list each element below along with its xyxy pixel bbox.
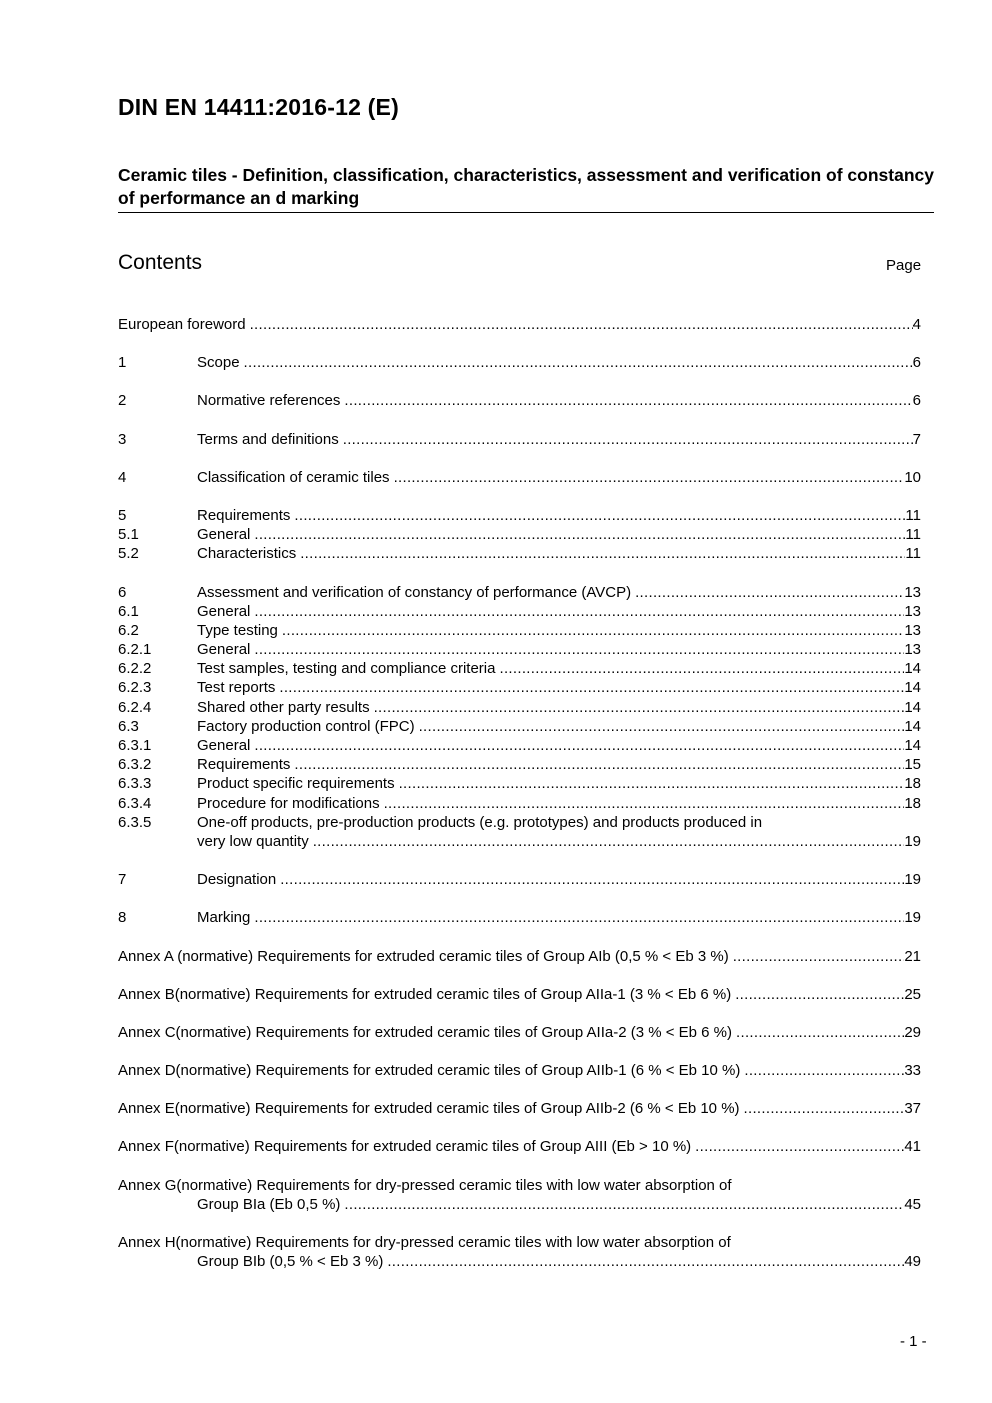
toc-entry-page: 15 <box>904 756 921 774</box>
toc-entry-page: 45 <box>904 1195 921 1213</box>
dot-leader <box>254 525 905 544</box>
table-of-contents <box>118 315 921 1290</box>
toc-entry-title: Assessment and verification of constancy of performance (AVCP) <box>197 583 632 601</box>
toc-entry-number: 6 <box>118 583 127 601</box>
toc-entry-title: Normative references <box>197 392 341 410</box>
toc-entry[interactable] <box>118 985 921 1004</box>
toc-entry-number: 3 <box>118 430 127 448</box>
toc-entry-page: 10 <box>904 468 921 486</box>
toc-entry-page: 18 <box>904 775 921 793</box>
toc-entry-title: Marking <box>197 909 251 927</box>
toc-entry-number: 6.3 <box>118 717 139 735</box>
toc-entry-title: Annex B(normative) Requirements for extruded ceramic tiles of Group AIIa-1 (3 % < Eb 6 %) <box>118 985 732 1003</box>
toc-entry-number: 6.3.4 <box>118 794 152 812</box>
toc-entry-page: 6 <box>912 354 921 372</box>
toc-entry[interactable] <box>118 544 921 563</box>
toc-group <box>118 1061 921 1080</box>
toc-entry-continuation[interactable] <box>118 1195 921 1214</box>
dot-leader <box>744 1099 905 1118</box>
dot-leader <box>344 391 912 410</box>
toc-entry[interactable] <box>118 1176 921 1195</box>
dot-leader <box>300 544 905 563</box>
toc-group <box>118 391 921 410</box>
toc-entry[interactable] <box>118 1023 921 1042</box>
toc-group <box>118 870 921 889</box>
contents-heading: Contents <box>118 251 203 274</box>
dot-leader <box>499 659 904 678</box>
toc-entry[interactable] <box>118 602 921 621</box>
dot-leader <box>399 774 905 793</box>
toc-entry-number: 6.1 <box>118 602 139 620</box>
dot-leader <box>344 1195 904 1214</box>
toc-entry-number: 6.3.5 <box>118 813 152 831</box>
toc-group <box>118 1233 921 1271</box>
toc-entry-title: Annex E(normative) Requirements for extruded ceramic tiles of Group AIIb-2 (6 % < Eb 10 %) <box>118 1100 740 1118</box>
toc-entry[interactable] <box>118 468 921 487</box>
toc-entry-title: Characteristics <box>197 545 297 563</box>
toc-entry-title: Product specific requirements <box>197 775 395 793</box>
toc-entry[interactable] <box>118 391 921 410</box>
dot-leader <box>744 1061 904 1080</box>
toc-entry-title: Scope <box>197 354 240 372</box>
dot-leader <box>254 908 904 927</box>
toc-entry[interactable] <box>118 525 921 544</box>
toc-entry-page: 29 <box>904 1023 921 1041</box>
toc-entry-title: Annex A (normative) Requirements for extruded ceramic tiles of Group AIb (0,5 % < Eb 3 %) <box>118 947 729 965</box>
dot-leader <box>736 1023 904 1042</box>
toc-entry[interactable] <box>118 315 921 334</box>
toc-entry[interactable] <box>118 1099 921 1118</box>
page-column-heading: Page <box>886 257 922 274</box>
dot-leader <box>733 947 905 966</box>
toc-group <box>118 468 921 487</box>
toc-entry[interactable] <box>118 506 921 525</box>
toc-group <box>118 947 921 966</box>
toc-entry-title: General <box>197 737 251 754</box>
toc-group <box>118 430 921 449</box>
dot-leader <box>294 755 904 774</box>
toc-entry[interactable] <box>118 621 921 640</box>
toc-entry-title: Type testing <box>197 621 278 639</box>
toc-entry-title-continued: Group BIa (Eb 0,5 %) <box>197 1195 341 1213</box>
dot-leader <box>254 736 904 755</box>
toc-entry-title: Annex G(normative) Requirements for dry-pressed ceramic tiles with low water absorption of <box>118 1176 732 1194</box>
toc-entry-page: 14 <box>904 698 921 716</box>
toc-entry-title: Annex H(normative) Requirements for dry-pressed ceramic tiles with low water absorption of <box>118 1234 731 1251</box>
toc-entry-number: 1 <box>118 354 127 372</box>
toc-entry-continuation[interactable] <box>118 1252 921 1271</box>
toc-entry[interactable] <box>118 794 921 813</box>
toc-entry-number: 8 <box>118 909 127 927</box>
toc-group <box>118 985 921 1004</box>
toc-group <box>118 1023 921 1042</box>
page-number: - 1 - <box>900 1333 927 1350</box>
toc-entry-title: Shared other party results <box>197 698 370 716</box>
toc-entry-title: Classification of ceramic tiles <box>197 468 390 486</box>
dot-leader <box>282 621 904 640</box>
dot-leader <box>254 602 904 621</box>
toc-entry[interactable] <box>118 1233 921 1252</box>
toc-entry-page: 13 <box>904 641 921 659</box>
dot-leader <box>384 794 905 813</box>
toc-entry-page: 19 <box>904 832 921 850</box>
dot-leader <box>343 430 913 449</box>
toc-entry[interactable] <box>118 1061 921 1080</box>
document-title: Ceramic tiles - Definition, classification, characteristics, assessment and verification of constancy of performance an d marking <box>118 164 934 213</box>
dot-leader <box>250 315 913 334</box>
toc-entry-page: 33 <box>904 1062 921 1080</box>
toc-entry-number: 6.3.3 <box>118 775 152 793</box>
toc-entry-number: 5 <box>118 506 127 524</box>
document-id: DIN EN 14411:2016-12 (E) <box>118 94 399 120</box>
toc-group <box>118 1137 921 1156</box>
toc-entry-page: 37 <box>904 1100 921 1118</box>
toc-entry[interactable] <box>118 678 921 697</box>
toc-group <box>118 506 921 564</box>
toc-entry-number: 5.2 <box>118 545 139 563</box>
toc-entry[interactable] <box>118 947 921 966</box>
toc-entry-page: 4 <box>912 316 921 333</box>
toc-entry-number: 6.2.2 <box>118 660 152 678</box>
dot-leader <box>695 1137 904 1156</box>
dot-leader <box>244 353 913 372</box>
dot-leader <box>635 583 904 602</box>
toc-entry-page: 19 <box>904 871 921 889</box>
toc-entry-page: 13 <box>904 602 921 620</box>
dot-leader <box>313 832 905 851</box>
toc-entry[interactable] <box>118 736 921 755</box>
toc-entry-title: Test samples, testing and compliance criteria <box>197 660 496 678</box>
toc-entry[interactable] <box>118 698 921 717</box>
toc-entry-page: 49 <box>904 1253 921 1271</box>
toc-entry-number: 2 <box>118 392 127 410</box>
toc-entry[interactable] <box>118 640 921 659</box>
dot-leader <box>394 468 905 487</box>
toc-entry-number: 6.2.3 <box>118 679 152 697</box>
toc-entry-page: 14 <box>904 660 921 678</box>
toc-entry-number: 7 <box>118 871 127 889</box>
toc-entry-title: Procedure for modifications <box>197 794 380 812</box>
dot-leader <box>419 717 905 736</box>
toc-entry-page: 7 <box>912 430 921 448</box>
toc-entry-title: European foreword <box>118 316 246 333</box>
toc-entry-title: Annex C(normative) Requirements for extruded ceramic tiles of Group AIIa-2 (3 % < Eb 6 %) <box>118 1023 733 1041</box>
toc-entry-page: 41 <box>904 1138 921 1156</box>
toc-entry-page: 19 <box>904 909 921 927</box>
toc-entry-title: Terms and definitions <box>197 430 339 448</box>
toc-entry-title: General <box>197 602 251 620</box>
toc-group <box>118 583 921 852</box>
toc-entry[interactable] <box>118 583 921 602</box>
toc-entry-page: 6 <box>912 392 921 410</box>
toc-entry[interactable] <box>118 430 921 449</box>
toc-group <box>118 353 921 372</box>
toc-entry-number: 4 <box>118 468 127 486</box>
toc-entry-title-continued: very low quantity <box>197 832 309 850</box>
toc-entry-number: 6.2.4 <box>118 698 152 716</box>
toc-group <box>118 1099 921 1118</box>
toc-entry-title: General <box>197 526 251 544</box>
toc-entry[interactable] <box>118 659 921 678</box>
toc-entry-title: Annex F(normative) Requirements for extruded ceramic tiles of Group AIII (Eb > 10 %) <box>118 1138 692 1156</box>
toc-entry[interactable] <box>118 1137 921 1156</box>
dot-leader <box>294 506 905 525</box>
toc-entry[interactable] <box>118 870 921 889</box>
dot-leader <box>279 678 904 697</box>
toc-group <box>118 315 921 334</box>
toc-entry-page: 11 <box>905 506 921 524</box>
toc-entry-page: 25 <box>904 985 921 1003</box>
dot-leader <box>387 1252 904 1271</box>
dot-leader <box>254 640 904 659</box>
toc-entry-number: 5.1 <box>118 526 139 544</box>
toc-group <box>118 908 921 927</box>
toc-entry-continuation[interactable] <box>118 832 921 851</box>
toc-entry-title: Test reports <box>197 679 276 697</box>
toc-entry-page: 11 <box>905 526 921 544</box>
toc-entry-title: One-off products, pre-production products (e.g. prototypes) and products produced in <box>197 813 763 831</box>
dot-leader <box>280 870 904 889</box>
toc-entry-title: Requirements <box>197 506 291 524</box>
dot-leader <box>374 698 905 717</box>
toc-entry-number: 6.2.1 <box>118 641 152 659</box>
toc-entry-title: Requirements <box>197 756 291 774</box>
toc-entry-title: Factory production control (FPC) <box>197 717 415 735</box>
toc-entry[interactable] <box>118 774 921 793</box>
toc-entry[interactable] <box>118 813 921 832</box>
toc-entry-number: 6.3.2 <box>118 756 152 774</box>
toc-entry-page: 11 <box>905 545 921 563</box>
toc-entry-page: 13 <box>904 583 921 601</box>
toc-entry-number: 6.2 <box>118 621 139 639</box>
toc-entry-page: 14 <box>904 717 921 735</box>
toc-entry-page: 21 <box>904 947 921 965</box>
toc-entry[interactable] <box>118 755 921 774</box>
toc-entry-title: Designation <box>197 871 277 889</box>
toc-entry-page: 18 <box>904 794 921 812</box>
toc-entry-title: Annex D(normative) Requirements for extruded ceramic tiles of Group AIIb-1 (6 % < Eb 10 %) <box>118 1062 741 1080</box>
toc-entry-number: 6.3.1 <box>118 737 152 754</box>
dot-leader <box>735 985 904 1004</box>
toc-entry-page: 14 <box>904 737 921 754</box>
toc-entry-title: General <box>197 641 251 659</box>
toc-entry[interactable] <box>118 353 921 372</box>
toc-group <box>118 1176 921 1214</box>
toc-entry[interactable] <box>118 908 921 927</box>
toc-entry-page: 14 <box>904 679 921 697</box>
toc-entry-page: 13 <box>904 621 921 639</box>
toc-entry[interactable] <box>118 717 921 736</box>
toc-entry-title-continued: Group BIb (0,5 % < Eb 3 %) <box>197 1253 384 1271</box>
